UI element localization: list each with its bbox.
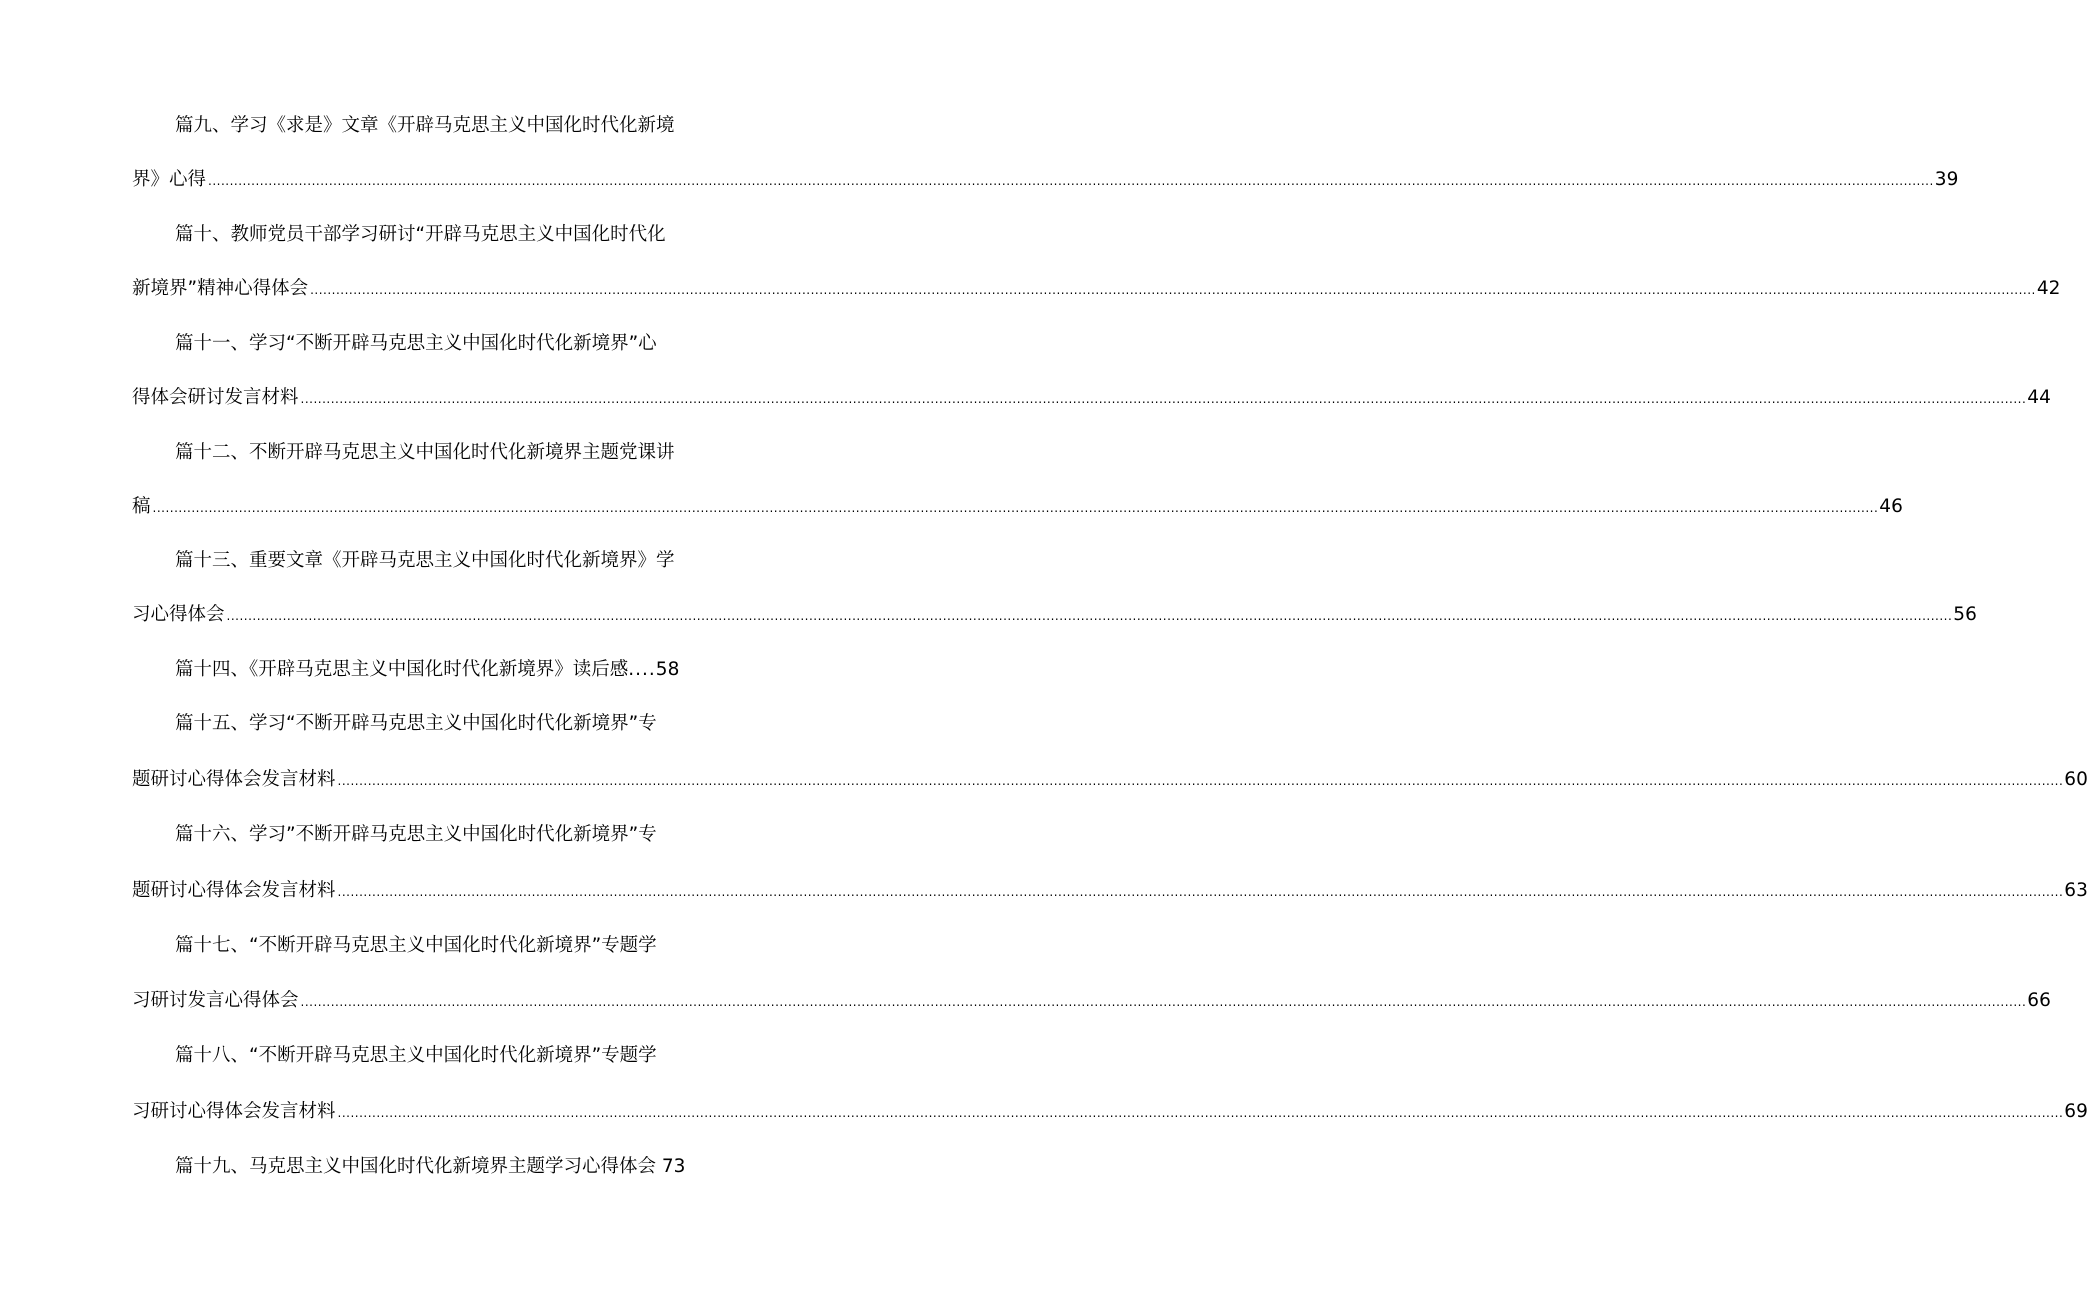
toc-entry-title: 篇十五、学习“不断开辟马克思主义中国化时代化新境界”专 [175, 713, 657, 734]
toc-entry-11-title-line[interactable] [175, 329, 765, 359]
toc-entry-13-leader-line[interactable] [132, 600, 1977, 630]
toc-entry-18-leader-line[interactable] [132, 1097, 2088, 1127]
toc-entry-15-leader-line[interactable] [132, 765, 2088, 795]
toc-entry-title-continued: 习研讨心得体会发言材料 [132, 1101, 336, 1122]
toc-page-number: 69 [2064, 1101, 2088, 1122]
toc-entry-11-leader-line[interactable] [132, 383, 2051, 413]
dot-leader: ................................................................................................................................................................................................................................................................................................................................................................................................................ [337, 1106, 2064, 1120]
toc-entry-12-leader-line[interactable] [132, 492, 1903, 522]
toc-page-number: 46 [1879, 496, 1903, 517]
toc-entry-17-leader-line[interactable] [132, 986, 2051, 1016]
toc-entry-title: 篇十六、学习”不断开辟马克思主义中国化时代化新境界”专 [175, 824, 657, 845]
toc-entry-17-title-line[interactable] [175, 931, 765, 961]
toc-entry-16-title-line[interactable] [175, 820, 765, 850]
toc-page-number: 73 [661, 1156, 686, 1177]
toc-page-number: 42 [2036, 278, 2061, 299]
toc-page-number: 60 [2064, 769, 2088, 790]
toc-entry-14-line[interactable] [175, 655, 765, 685]
toc-entry-9-leader-line[interactable] [132, 165, 1959, 195]
toc-entry-13-title-line[interactable] [175, 546, 765, 576]
toc-entry-title: 篇十七、“不断开辟马克思主义中国化时代化新境界”专题学 [175, 935, 657, 956]
toc-page-number: 44 [2027, 387, 2051, 408]
toc-entry-15-title-line[interactable] [175, 709, 765, 739]
dot-leader: ................................................................................................................................................................................................................................................................................................................................................................................................................ [152, 501, 1879, 515]
toc-entry-title-continued: 习心得体会 [132, 604, 225, 625]
toc-entry-title-continued: 题研讨心得体会发言材料 [132, 880, 336, 901]
toc-entry-title: 篇十八、“不断开辟马克思主义中国化时代化新境界”专题学 [175, 1045, 657, 1066]
dot-leader: ................................................................................................................................................................................................................................................................................................................................................................................................................ [300, 392, 2027, 406]
toc-entry-10-title-line[interactable] [175, 220, 765, 250]
toc-entry-title: 篇十二、不断开辟马克思主义中国化时代化新境界主题党课讲 [175, 442, 675, 463]
toc-page-number: 63 [2064, 880, 2088, 901]
dot-leader: ................................................................................................................................................................................................................................................................................................................................................................................................................ [337, 774, 2064, 788]
toc-entry-title-continued: 得体会研讨发言材料 [132, 387, 299, 408]
toc-entry-title-continued: 稿 [132, 496, 151, 517]
dot-leader: ................................................................................................................................................................................................................................................................................................................................................................................................................ [226, 609, 1953, 623]
toc-entry-title: 篇十、教师党员干部学习研讨“开辟马克思主义中国化时代化 [175, 224, 666, 245]
dot-leader: ................................................................................................................................................................................................................................................................................................................................................................................................................ [300, 995, 2027, 1009]
toc-entry-title: 篇十九、马克思主义中国化时代化新境界主题学习心得体会 [175, 1156, 657, 1177]
toc-entry-18-title-line[interactable] [175, 1041, 765, 1071]
dot-leader: ................................................................................................................................................................................................................................................................................................................................................................................................................ [310, 283, 2036, 297]
toc-entry-title-continued: 习研讨发言心得体会 [132, 990, 299, 1011]
toc-entry-title: 篇九、学习《求是》文章《开辟马克思主义中国化时代化新境 [175, 115, 675, 136]
toc-entry-title: 篇十三、重要文章《开辟马克思主义中国化时代化新境界》学 [175, 550, 675, 571]
toc-page-number: 58 [655, 659, 680, 680]
dot-leader: ................................................................................................................................................................................................................................................................................................................................................................................................................ [208, 174, 1934, 188]
dot-leader: .... [628, 659, 656, 680]
toc-entry-title: 篇十四、《开辟马克思主义中国化时代化新境界》读后感 [175, 659, 629, 680]
toc-entry-title-continued: 题研讨心得体会发言材料 [132, 769, 336, 790]
toc-page-number: 56 [1953, 604, 1977, 625]
toc-entry-10-leader-line[interactable] [132, 274, 2061, 304]
dot-leader: ................................................................................................................................................................................................................................................................................................................................................................................................................ [337, 885, 2064, 899]
toc-entry-12-title-line[interactable] [175, 438, 765, 468]
toc-entry-title: 篇十一、学习“不断开辟马克思主义中国化时代化新境界”心 [175, 333, 657, 354]
toc-entry-title-continued: 界》心得 [132, 169, 207, 190]
toc-entry-19-line[interactable] [175, 1152, 765, 1182]
toc-entry-16-leader-line[interactable] [132, 876, 2088, 906]
toc-page-number: 66 [2027, 990, 2051, 1011]
toc-entry-9-title-line[interactable] [175, 111, 765, 141]
toc-page-number: 39 [1934, 169, 1959, 190]
toc-entry-title-continued: 新境界”精神心得体会 [132, 278, 309, 299]
